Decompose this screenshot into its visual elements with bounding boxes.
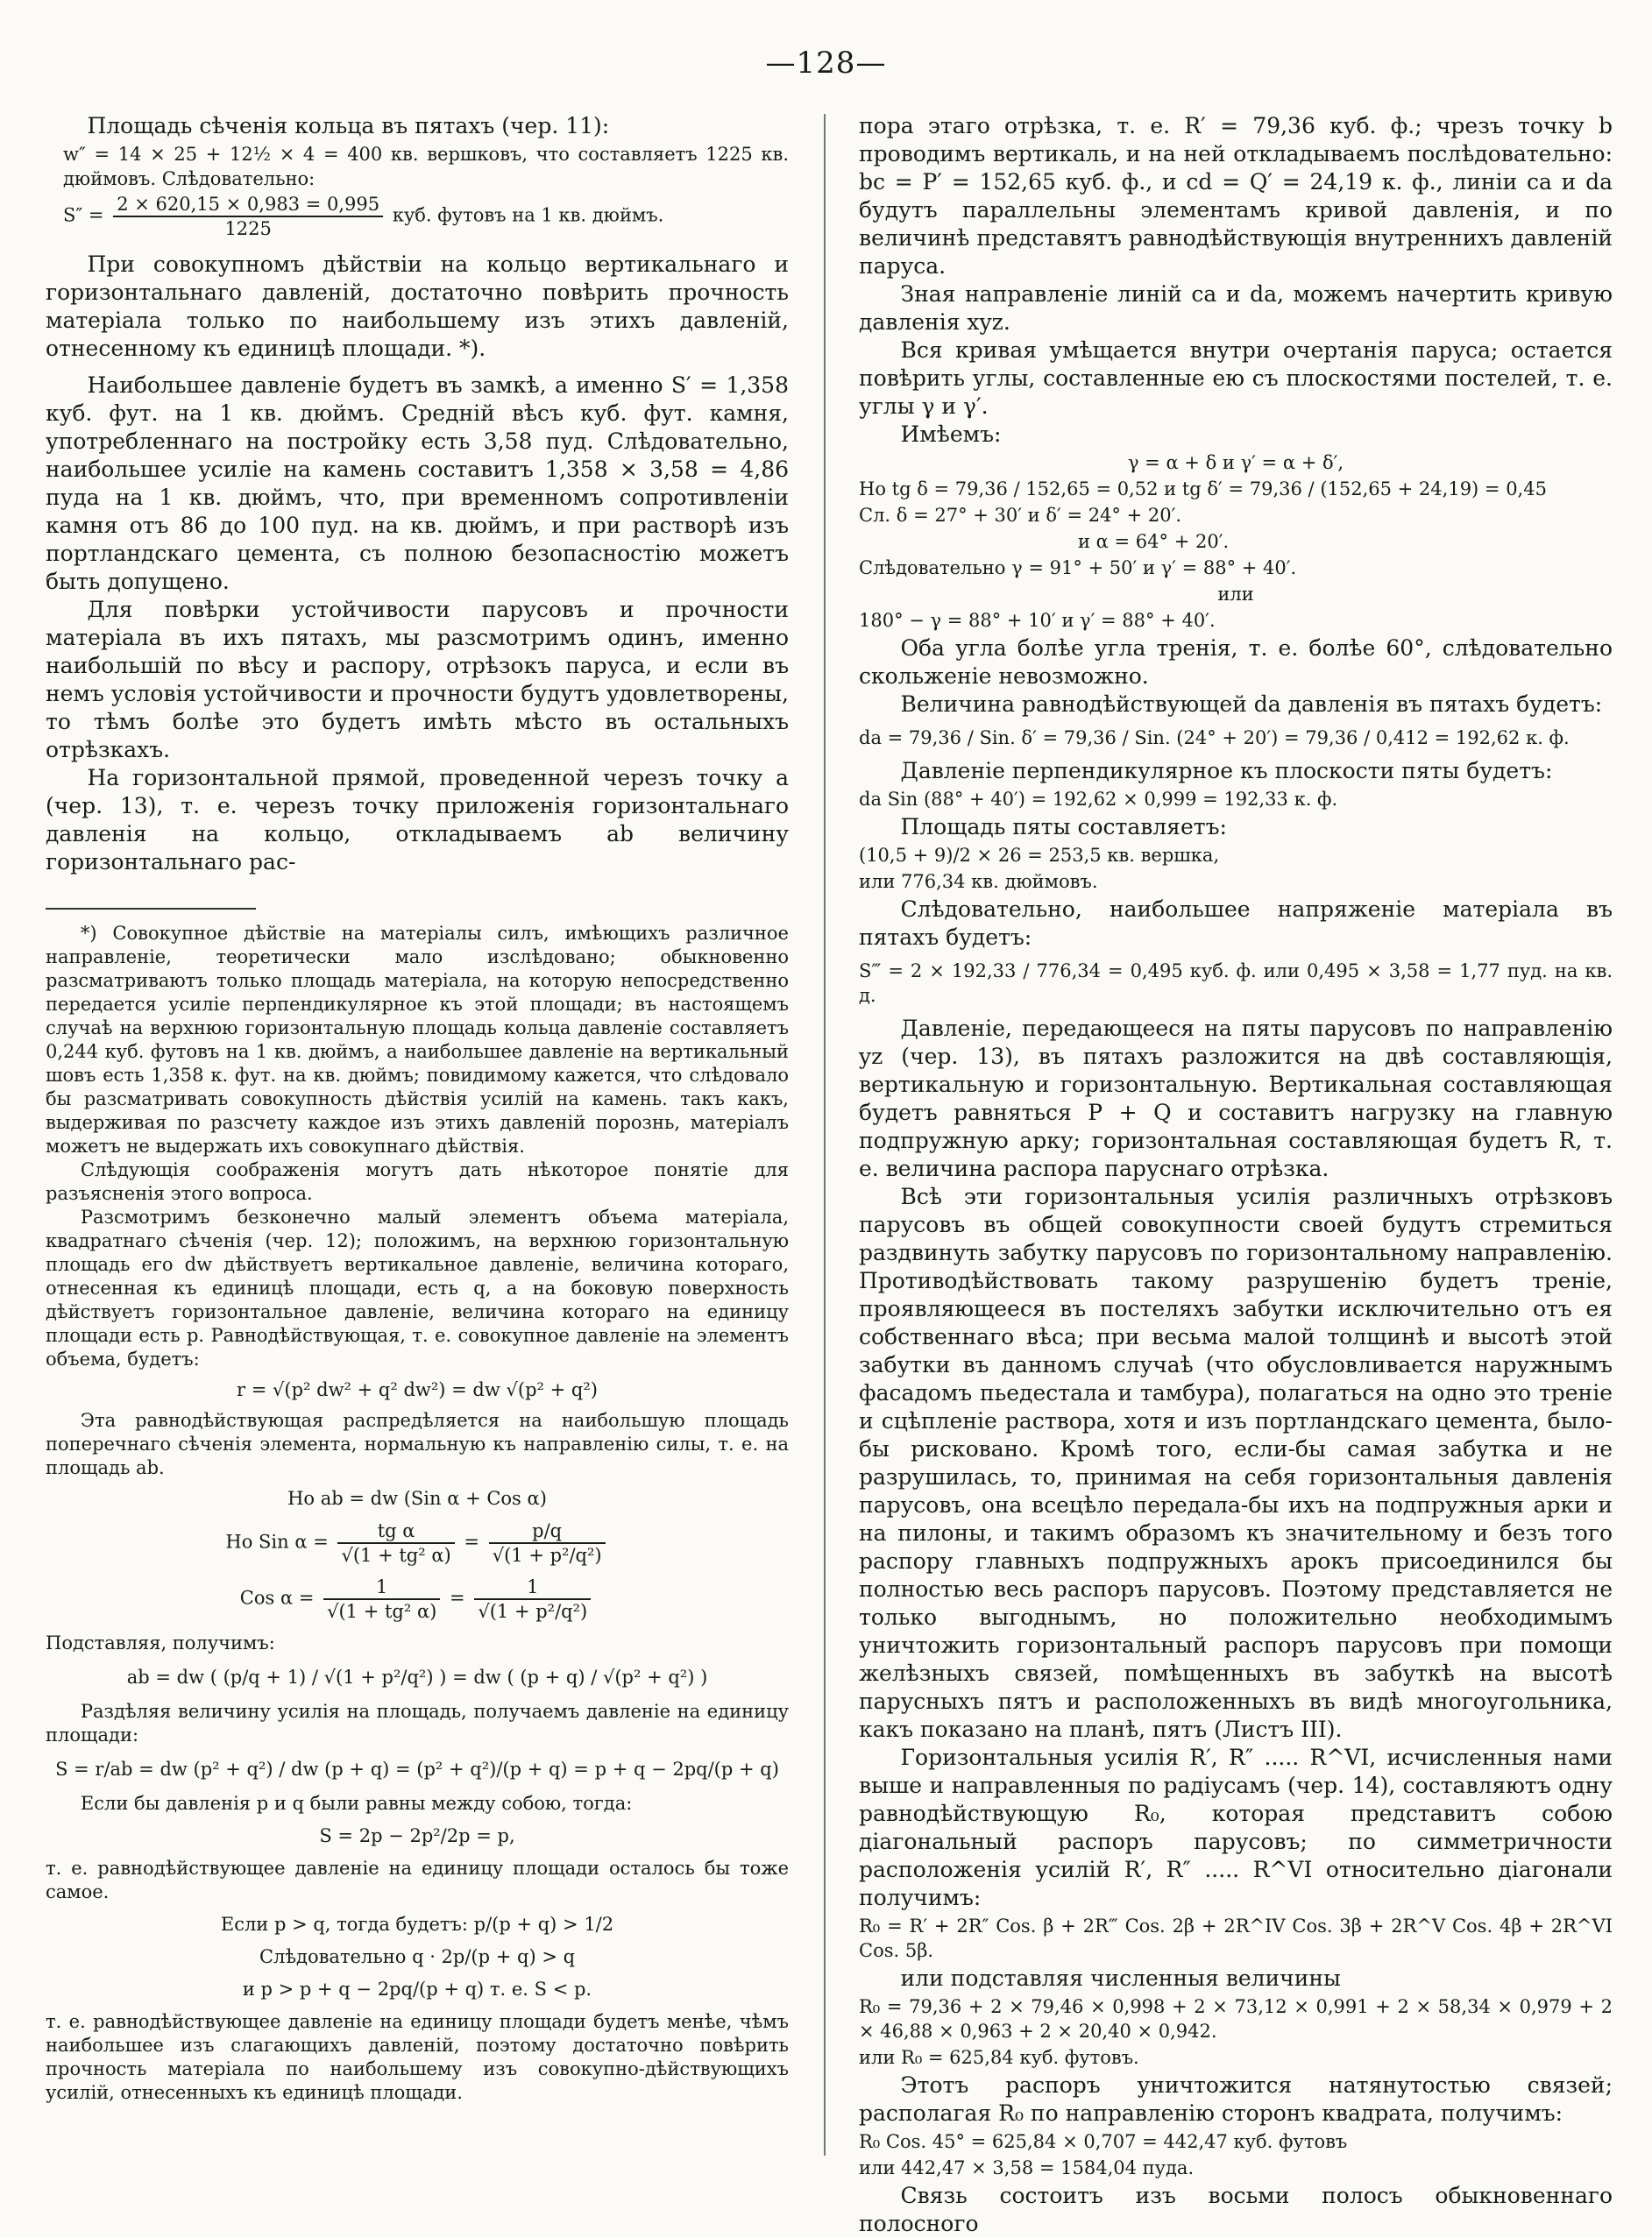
- fraction-denominator: √(1 + tg² α): [327, 1601, 437, 1622]
- footnote: [46, 922, 789, 2105]
- paragraph: Имѣемъ:: [900, 421, 1002, 447]
- equation: Но tg δ = 79,36 / 152,65 = 0,52 и tg δ′ = 79,36 / (152,65 + 24,19) = 0,45: [859, 478, 1547, 499]
- equation: da = 79,36 / Sin. δ′ = 79,36 / Sin. (24° + 20′) = 79,36 / 0,412 = 192,62 к. ф.: [859, 727, 1570, 748]
- footnote-paragraph: Подставляя, получимъ:: [46, 1632, 275, 1654]
- paragraph: Этотъ распоръ уничтожится натянутостью связей; располагая R₀ по направленію сторонъ квадрата, получимъ:: [859, 2072, 1613, 2126]
- fraction: [323, 1576, 440, 1623]
- paragraph: Величина равнодѣйствующей da давленія въ пятахъ будетъ:: [900, 691, 1603, 717]
- equation: и p > p + q − 2pq/(p + q) т. е. S < p.: [242, 1979, 592, 2000]
- equation: S = r/ab = dw (p² + q²) / dw (p + q) = (p² + q²)/(p + q) = p + q − 2pq/(p + q): [55, 1759, 779, 1780]
- paragraph: Вся кривая умѣщается внутри очертанія паруса; остается повѣрить углы, составленные ею съ плоскостями постелей, т. е. углы γ и γ′.: [859, 337, 1613, 419]
- equation: ab = dw ( (p/q + 1) / √(1 + p²/q²) ) = dw ( (p + q) / √(p² + q²) ): [126, 1667, 708, 1688]
- footnote-rule: [46, 908, 256, 910]
- paragraph: При совокупномъ дѣйствіи на кольцо вертикальнаго и горизонтальнаго давленій, достаточно повѣрить прочность матеріала только по наибольшему изъ этихъ давленій, отнесенному къ единицѣ площади. *).: [46, 251, 789, 361]
- column-divider: [824, 114, 826, 2156]
- equation: w″ = 14 × 25 + 12½ × 4 = 400 кв. вершковъ, что составляетъ 1225 кв. дюймовъ. Слѣдовательно:: [63, 144, 789, 189]
- equation: r = √(p² dw² + q² dw²) = dw √(p² + q²): [237, 1379, 598, 1400]
- equation: и α = 64° + 20′.: [1078, 531, 1230, 552]
- footnote-paragraph: т. е. равнодѣйствующее давленіе на единицу площади будетъ менѣе, чѣмъ наибольшее изъ слагающихъ давленій, поэтому достаточно повѣрить прочность матеріала по наибольшему изъ совокупно-дѣйствующихъ усилій, отнесенныхъ къ единицѣ площади.: [46, 2011, 789, 2103]
- paragraph: Зная направленіе линій ca и da, можемъ начертить кривую давленія xyz.: [859, 281, 1613, 335]
- equation: или: [1217, 584, 1254, 605]
- fraction: [337, 1519, 454, 1567]
- page-number: —128—: [765, 46, 887, 81]
- left-column: [46, 112, 789, 2154]
- equation: Сл. δ = 27° + 30′ и δ′ = 24° + 20′.: [859, 505, 1182, 526]
- equation: [46, 193, 789, 240]
- equation: R₀ = 79,36 + 2 × 79,46 × 0,998 + 2 × 73,12 × 0,991 + 2 × 58,34 × 0,979 + 2 × 46,88 × 0,963 + 2 × 20,40 × 0,942.: [859, 1996, 1613, 2042]
- right-column: [859, 112, 1613, 2236]
- paragraph: Для повѣрки устойчивости парусовъ и прочности матеріала въ ихъ пятахъ, мы разсмотримъ одинъ, именно наибольшій по вѣсу и распору, отрѣзокъ паруса, и если въ немъ условія устойчивости и прочности будутъ удовлетворены, то тѣмъ болѣе это будетъ имѣть мѣсто въ остальныхъ отрѣзкахъ.: [46, 597, 789, 762]
- equation: Если p > q, тогда будетъ: p/(p + q) > 1/2: [220, 1914, 614, 1935]
- equation: da Sin (88° + 40′) = 192,62 × 0,999 = 192,33 к. ф.: [859, 789, 1338, 810]
- paragraph: Давленіе перпендикулярное къ плоскости пяты будетъ:: [900, 758, 1553, 783]
- paragraph: Давленіе, передающееся на пяты парусовъ по направленію yz (чер. 13), въ пятахъ разложится на двѣ составляющія, вертикальную и горизонтальную. Вертикальная составляющая будетъ равняться P + Q и составитъ нагрузку на главную подпружную арку; горизонтальная составляющая будетъ R, т. е. величина распора паруснаго отрѣзка.: [859, 1016, 1613, 1181]
- footnote-paragraph: Разсмотримъ безконечно малый элементъ объема матеріала, квадратнаго сѣченія (чер. 12); положимъ, на верхнюю горизонтальную площадь его dw дѣйствуетъ вертикальное давленіе, величина котораго, отнесенная къ единицѣ площади, есть q, а на боковую поверхность дѣйствуетъ горизонтальное давленіе, величина котораго на единицу площади есть p. Равнодѣйствующая, т. е. совокупное давленіе на элементъ объема, будетъ:: [46, 1207, 789, 1370]
- fraction: [113, 193, 383, 240]
- footnote-paragraph: Эта равнодѣйствующая распредѣляется на наибольшую площадь поперечнаго сѣченія элемента, нормальную къ направленію силы, т. е. на площадь ab.: [46, 1410, 789, 1478]
- paragraph: пора этаго отрѣзка, т. е. R′ = 79,36 куб. ф.; чрезъ точку b проводимъ вертикаль, и на ней откладываемъ послѣдовательно: bc = P′ = 152,65 куб. ф., и cd = Q′ = 24,19 к. ф., линіи ca и da будутъ параллельны элементамъ кривой давленія, и по величинѣ представятъ равнодѣйствующія внутреннихъ давленій паруса.: [859, 113, 1613, 279]
- paragraph: Площадь сѣченія кольца въ пятахъ (чер. 11):: [87, 113, 610, 138]
- equation: Слѣдовательно γ = 91° + 50′ и γ′ = 88° + 40′.: [859, 557, 1297, 578]
- equation-lhs: S″ =: [63, 204, 104, 226]
- equation: Cos α = $\frac{1}{\text{√(1 + tg² α)}}$ = $\frac{1}{\text{√(1 + p²/q²)}}$: [46, 1576, 789, 1623]
- fraction-numerator: p/q: [489, 1519, 606, 1544]
- equation: S = 2p − 2p²/2p = p,: [319, 1825, 515, 1846]
- equation: или 442,47 × 3,58 = 1584,04 пуда.: [859, 2157, 1195, 2178]
- fraction-denominator: 1225: [224, 218, 272, 239]
- fraction-denominator: √(1 + tg² α): [341, 1545, 451, 1566]
- paragraph: Оба угла болѣе угла тренія, т. е. болѣе 60°, слѣдовательно скольженіе невозможно.: [859, 635, 1613, 689]
- fraction-numerator: tg α: [337, 1519, 454, 1544]
- equation: S‴ = 2 × 192,33 / 776,34 = 0,495 куб. ф. или 0,495 × 3,58 = 1,77 пуд. на кв. д.: [859, 960, 1613, 1006]
- footnote-paragraph: Если бы давленія p и q были равны между собою, тогда:: [80, 1793, 633, 1814]
- footnote-paragraph: *) Совокупное дѣйствіе на матеріалы силъ, имѣющихъ различное направленіе, теоретически мало изслѣдовано; обыкновенно разсматриваютъ только площадь матеріала, на которую непосредственно передается усиліе перпендикулярное къ этой площади; въ настоящемъ случаѣ на верхнюю горизонтальную площадь кольца давленіе составляетъ 0,244 куб. футовъ на 1 кв. дюймъ, а наибольшее давленіе на вертикальный шовъ есть 1,358 к. фут. на кв. дюймъ; повидимому кажется, что слѣдовало бы разсматривать совокупность дѣйствія усилій на камень. такъ какъ, выдерживая по разсчету каждое изъ этихъ давленій порознь, матеріалъ можетъ не выдержать ихъ совокупнаго дѣйствія.: [46, 923, 789, 1157]
- equation-lhs: Но Sin α =: [225, 1531, 329, 1553]
- paragraph: или подставляя численныя величины: [900, 1965, 1341, 1991]
- paragraph: Слѣдовательно, наибольшее напряженіе матеріала въ пятахъ будетъ:: [859, 896, 1613, 950]
- equation: R₀ = R′ + 2R″ Cos. β + 2R‴ Cos. 2β + 2R^IV Cos. 3β + 2R^V Cos. 4β + 2R^VI Cos. 5β.: [859, 1916, 1613, 1961]
- paragraph: Наибольшее давленіе будетъ въ замкѣ, а именно S′ = 1,358 куб. фут. на 1 кв. дюймъ. Средній вѣсъ куб. фут. камня, употребленнаго на постройку есть 3,58 пуд. Слѣдовательно, наибольшее усиліе на камень составитъ 1,358 × 3,58 = 4,86 пуда на 1 кв. дюймъ, что, при временномъ сопротивленіи камня отъ 86 до 100 пуд. на кв. дюймъ, и при растворѣ изъ портландскаго цемента, съ полною безопасностію можетъ быть допущено.: [46, 372, 789, 594]
- equation: γ = α + δ и γ′ = α + δ′,: [1127, 452, 1344, 473]
- footnote-paragraph: т. е. равнодѣйствующее давленіе на единицу площади осталось бы тоже самое.: [46, 1858, 789, 1902]
- fraction: [489, 1519, 606, 1567]
- fraction-numerator: 2 × 620,15 × 0,983 = 0,995: [113, 193, 383, 217]
- paragraph: Всѣ эти горизонтальныя усилія различныхъ отрѣзковъ парусовъ въ общей совокупности своей будутъ стремиться раздвинуть забутку парусовъ по горизонтальному направленію. Противодѣйствовать такому разрушенію будетъ треніе, проявляющееся въ постеляхъ забутки исключительно отъ ея собственнаго вѣса; при весьма малой толщинѣ и высотѣ этой забутки въ данномъ случаѣ (что обусловливается наружнымъ фасадомъ пьедестала и тамбура), полагаться на одно это треніе и сцѣпленіе раствора, хотя и изъ портландскаго цемента, было-бы рисковано. Кромѣ того, если-бы самая забутка и не разрушилась, то, принимая на себя горизонтальныя давленія парусовъ, она всецѣло передала-бы ихъ на подпружныя арки и на пилоны, и такимъ образомъ къ значительному и безъ того распору главныхъ подпружныхъ арокъ присоединился бы полностью весь распоръ парусовъ. Поэтому представляется не только выгоднымъ, но положительно необходимымъ уничтожить горизонтальный распоръ парусовъ при помощи желѣзныхъ связей, помѣщенныхъ въ забуткѣ на высотѣ парусныхъ пятъ и расположенныхъ въ видѣ многоугольника, какъ показано на планѣ, пятъ (Листъ III).: [859, 1184, 1613, 1742]
- fraction-denominator: √(1 + p²/q²): [492, 1545, 602, 1566]
- equation: или R₀ = 625,84 куб. футовъ.: [859, 2047, 1139, 2068]
- paragraph: Связь состоитъ изъ восьми полосъ обыкновеннаго полосного: [859, 2183, 1613, 2236]
- fraction: [474, 1576, 591, 1623]
- equation-tail: куб. футовъ на 1 кв. дюймъ.: [392, 204, 664, 226]
- equation: или 776,34 кв. дюймовъ.: [859, 871, 1098, 892]
- footnote-paragraph: Слѣдующія соображенія могутъ дать нѣкоторое понятіе для разъясненія этого вопроса.: [46, 1159, 789, 1204]
- paragraph: Горизонтальныя усилія R′, R″ ..... R^VI, исчисленныя нами выше и направленныя по радіусамъ (чер. 14), составляютъ одну равнодѣйствующую R₀, которая представитъ собою діагональный распоръ парусовъ; по симметричности расположенія усилій R′, R″ ..... R^VI относительно діагонали получимъ:: [859, 1745, 1613, 1910]
- equation-lhs: Cos α =: [239, 1587, 315, 1609]
- fraction-denominator: √(1 + p²/q²): [478, 1601, 588, 1622]
- fraction-numerator: 1: [474, 1576, 591, 1600]
- equation: 180° − γ = 88° + 10′ и γ′ = 88° + 40′.: [859, 610, 1216, 631]
- equation: Слѣдовательно q · 2p/(p + q) > q: [259, 1946, 576, 1967]
- equation: Но Sin α = $\frac{\text{tg α}}{\text{√(1 + tg² α)}}$ = $\frac{p/q}{\text{√(1 + p²/q²)}}$: [46, 1519, 789, 1567]
- equation: Но ab = dw (Sin α + Cos α): [287, 1488, 547, 1509]
- equation: R₀ Cos. 45° = 625,84 × 0,707 = 442,47 куб. футовъ: [859, 2131, 1348, 2152]
- paragraph: На горизонтальной прямой, проведенной черезъ точку a (чер. 13), т. е. черезъ точку приложенія горизонтальнаго давленія на кольцо, откладываемъ ab величину горизонтальнаго рас-: [46, 765, 789, 875]
- paragraph: Площадь пяты составляетъ:: [900, 814, 1227, 839]
- footnote-paragraph: Раздѣляя величину усилія на площадь, получаемъ давленіе на единицу площади:: [46, 1701, 789, 1746]
- equation: (10,5 + 9)/2 × 26 = 253,5 кв. вершка,: [859, 845, 1220, 866]
- fraction-numerator: 1: [323, 1576, 440, 1600]
